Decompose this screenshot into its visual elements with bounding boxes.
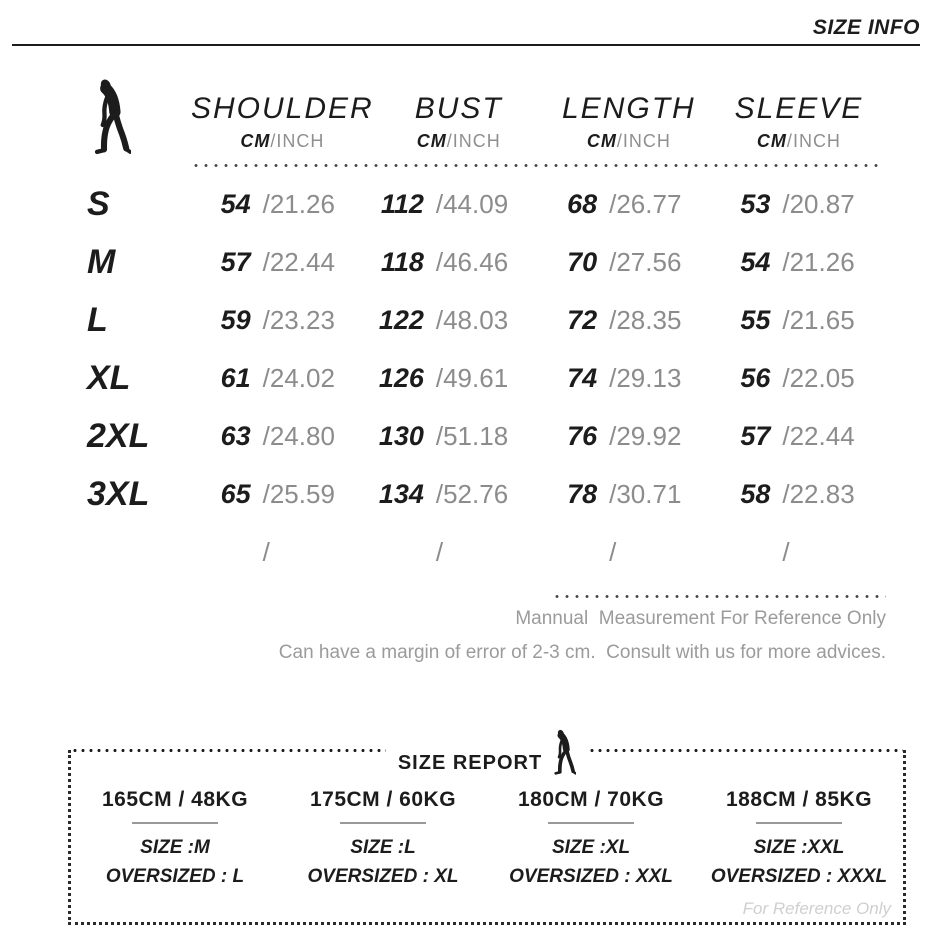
bust-cell bbox=[364, 305, 537, 336]
unit-slash: / bbox=[786, 131, 793, 151]
measure-column-header bbox=[544, 92, 714, 152]
bust-cell bbox=[364, 537, 537, 568]
size-label: 2XL bbox=[87, 416, 150, 455]
sleeve-cm-value: 55 bbox=[740, 304, 771, 335]
measure-name: BUST bbox=[414, 92, 503, 125]
length-inch-value: /28.35 bbox=[609, 304, 682, 335]
inch-label: INCH bbox=[276, 131, 325, 151]
sleeve-inch-value: / bbox=[782, 536, 790, 567]
length-cell bbox=[538, 189, 711, 220]
sleeve-cell bbox=[711, 537, 884, 568]
entry-divider bbox=[132, 822, 218, 824]
bust-cm-value: 130 bbox=[378, 420, 424, 451]
shoulder-cm-value: 57 bbox=[220, 246, 251, 277]
cm-label: CM bbox=[240, 131, 271, 151]
topline-right-segment bbox=[588, 749, 903, 752]
shoulder-cell bbox=[191, 189, 364, 220]
header-bar bbox=[0, 0, 950, 46]
header-dotted-rule bbox=[191, 164, 884, 167]
length-cm-value: 76 bbox=[567, 420, 598, 451]
size-report-grid bbox=[71, 788, 903, 888]
shoulder-inch-value: /25.59 bbox=[262, 478, 335, 509]
size-report-title: SIZE REPORT bbox=[397, 751, 543, 774]
measure-name: SHOULDER bbox=[191, 92, 374, 125]
bust-inch-value: /49.61 bbox=[435, 362, 509, 393]
height-weight: 175CM / 60KG bbox=[309, 788, 457, 812]
bust-inch-value: /51.18 bbox=[435, 420, 509, 451]
sleeve-cm-value: 57 bbox=[740, 420, 771, 451]
sleeve-inch-value: /21.26 bbox=[782, 246, 855, 277]
size-label: XL bbox=[87, 358, 131, 397]
size-label: L bbox=[87, 300, 108, 339]
shoulder-cm-value: 54 bbox=[220, 188, 251, 219]
page-title: SIZE INFO bbox=[812, 16, 920, 39]
length-inch-value: /29.13 bbox=[609, 362, 682, 393]
bust-cell bbox=[364, 421, 537, 452]
shoulder-cell bbox=[191, 305, 364, 336]
bust-inch-value: / bbox=[435, 536, 444, 567]
size-report-box bbox=[68, 750, 906, 925]
shoulder-inch-value: /21.26 bbox=[262, 188, 335, 219]
sleeve-cell bbox=[711, 421, 884, 452]
shoulder-cell bbox=[191, 363, 364, 394]
shoulder-cm-value: 61 bbox=[220, 362, 251, 393]
oversized-size: OVERSIZED : XL bbox=[307, 866, 459, 888]
sleeve-inch-value: /20.87 bbox=[782, 188, 855, 219]
measure-column-header bbox=[714, 92, 884, 152]
length-inch-value: /30.71 bbox=[609, 478, 682, 509]
length-cm-value: 70 bbox=[567, 246, 598, 277]
measure-units bbox=[544, 131, 714, 152]
sleeve-cell bbox=[711, 363, 884, 394]
size-table-row bbox=[85, 291, 884, 349]
length-inch-value: /26.77 bbox=[609, 188, 682, 219]
shoulder-cm-value: 65 bbox=[220, 478, 251, 509]
size-table-row bbox=[85, 465, 884, 523]
shoulder-cell bbox=[191, 421, 364, 452]
inch-label: INCH bbox=[452, 131, 501, 151]
shoulder-inch-value: /23.23 bbox=[262, 304, 335, 335]
measure-column-header bbox=[191, 92, 374, 152]
length-cell bbox=[538, 421, 711, 452]
bust-inch-value: /44.09 bbox=[435, 188, 509, 219]
measurement-note-line2: Can have a margin of error of 2-3 cm. Consult with us for more advices. bbox=[278, 642, 886, 664]
measure-units bbox=[374, 131, 544, 152]
sleeve-inch-value: /22.44 bbox=[782, 420, 855, 451]
length-cell bbox=[538, 363, 711, 394]
shoulder-inch-value: /24.02 bbox=[262, 362, 335, 393]
sleeve-cell bbox=[711, 305, 884, 336]
length-cm-value: 68 bbox=[567, 188, 598, 219]
size-table-row bbox=[85, 349, 884, 407]
bust-cm-value: 112 bbox=[380, 188, 424, 219]
bust-cell bbox=[364, 189, 537, 220]
entry-divider bbox=[756, 822, 842, 824]
unit-slash: / bbox=[270, 131, 277, 151]
evolution-figure-icon bbox=[91, 72, 131, 164]
measure-name: SLEEVE bbox=[734, 92, 864, 125]
size-table bbox=[85, 72, 884, 581]
size-report-entry bbox=[695, 788, 903, 888]
evolution-figure-small-icon bbox=[552, 727, 576, 779]
measure-units bbox=[191, 131, 374, 152]
shoulder-cm-value: 63 bbox=[220, 420, 251, 451]
bust-inch-value: /52.76 bbox=[435, 478, 509, 509]
recommended-size: SIZE :M bbox=[140, 837, 210, 859]
sleeve-cm-value: 56 bbox=[740, 362, 771, 393]
height-weight: 165CM / 48KG bbox=[101, 788, 249, 812]
inch-label: INCH bbox=[792, 131, 841, 151]
bust-cell bbox=[364, 363, 537, 394]
length-inch-value: /29.92 bbox=[609, 420, 682, 451]
bust-cell bbox=[364, 247, 537, 278]
size-table-row bbox=[85, 233, 884, 291]
length-cell bbox=[538, 305, 711, 336]
size-table-row bbox=[85, 407, 884, 465]
shoulder-cell bbox=[191, 247, 364, 278]
shoulder-cm-value: 59 bbox=[220, 304, 251, 335]
measurement-note-line1: Mannual Measurement For Reference Only bbox=[515, 608, 886, 629]
size-table-header bbox=[85, 72, 884, 152]
size-report-entry bbox=[487, 788, 695, 888]
bust-cm-value: 118 bbox=[380, 246, 424, 277]
oversized-size: OVERSIZED : XXL bbox=[509, 866, 673, 888]
size-report-footer: For Reference Only bbox=[742, 899, 891, 919]
oversized-size: OVERSIZED : L bbox=[105, 866, 245, 888]
shoulder-inch-value: /24.80 bbox=[262, 420, 335, 451]
oversized-size: OVERSIZED : XXXL bbox=[710, 866, 888, 888]
bust-inch-value: /48.03 bbox=[435, 304, 509, 335]
sleeve-cm-value: 58 bbox=[740, 478, 771, 509]
unit-slash: / bbox=[446, 131, 453, 151]
cm-label: CM bbox=[416, 131, 447, 151]
length-cm-value: 74 bbox=[567, 362, 598, 393]
shoulder-inch-value: / bbox=[262, 536, 270, 567]
size-report-entry bbox=[71, 788, 279, 888]
length-inch-value: / bbox=[609, 536, 617, 567]
measure-column-header bbox=[374, 92, 544, 152]
measure-name: LENGTH bbox=[562, 92, 696, 125]
recommended-size: SIZE :L bbox=[350, 837, 416, 859]
sleeve-inch-value: /22.83 bbox=[782, 478, 855, 509]
size-label: S bbox=[87, 184, 110, 223]
shoulder-inch-value: /22.44 bbox=[262, 246, 335, 277]
bust-cell bbox=[364, 479, 537, 510]
sleeve-cm-value: 54 bbox=[740, 246, 771, 277]
length-inch-value: /27.56 bbox=[609, 246, 682, 277]
entry-divider bbox=[340, 822, 426, 824]
unit-slash: / bbox=[616, 131, 623, 151]
bust-cm-value: 126 bbox=[378, 362, 424, 393]
notes-dotted-rule bbox=[552, 595, 886, 598]
height-weight: 180CM / 70KG bbox=[517, 788, 665, 812]
topline-left-segment bbox=[71, 749, 386, 752]
size-table-row bbox=[85, 175, 884, 233]
shoulder-cell bbox=[191, 479, 364, 510]
bust-cm-value: 122 bbox=[378, 304, 424, 335]
sleeve-inch-value: /22.05 bbox=[782, 362, 855, 393]
size-report-title-group bbox=[386, 727, 588, 774]
height-weight: 188CM / 85KG bbox=[725, 788, 873, 812]
sleeve-cm-value: 53 bbox=[740, 188, 771, 219]
size-table-row bbox=[85, 523, 884, 581]
size-report-section bbox=[68, 750, 906, 925]
length-cell bbox=[538, 537, 711, 568]
size-label: M bbox=[87, 242, 116, 281]
bust-inch-value: /46.46 bbox=[435, 246, 509, 277]
size-report-entry bbox=[279, 788, 487, 888]
cm-label: CM bbox=[586, 131, 617, 151]
recommended-size: SIZE :XXL bbox=[753, 837, 845, 859]
cm-label: CM bbox=[756, 131, 787, 151]
size-table-body bbox=[85, 175, 884, 581]
measure-units bbox=[714, 131, 884, 152]
length-cell bbox=[538, 247, 711, 278]
shoulder-cell bbox=[191, 537, 364, 568]
sleeve-cell bbox=[711, 247, 884, 278]
length-cm-value: 78 bbox=[567, 478, 598, 509]
sleeve-inch-value: /21.65 bbox=[782, 304, 855, 335]
length-cell bbox=[538, 479, 711, 510]
sleeve-cell bbox=[711, 189, 884, 220]
header-rule bbox=[12, 44, 920, 46]
length-cm-value: 72 bbox=[567, 304, 598, 335]
inch-label: INCH bbox=[622, 131, 671, 151]
size-label: 3XL bbox=[87, 474, 150, 513]
size-report-topline bbox=[71, 739, 903, 774]
figure-cell bbox=[85, 72, 191, 152]
sleeve-cell bbox=[711, 479, 884, 510]
bust-cm-value: 134 bbox=[378, 478, 424, 509]
recommended-size: SIZE :XL bbox=[551, 837, 631, 859]
entry-divider bbox=[548, 822, 634, 824]
